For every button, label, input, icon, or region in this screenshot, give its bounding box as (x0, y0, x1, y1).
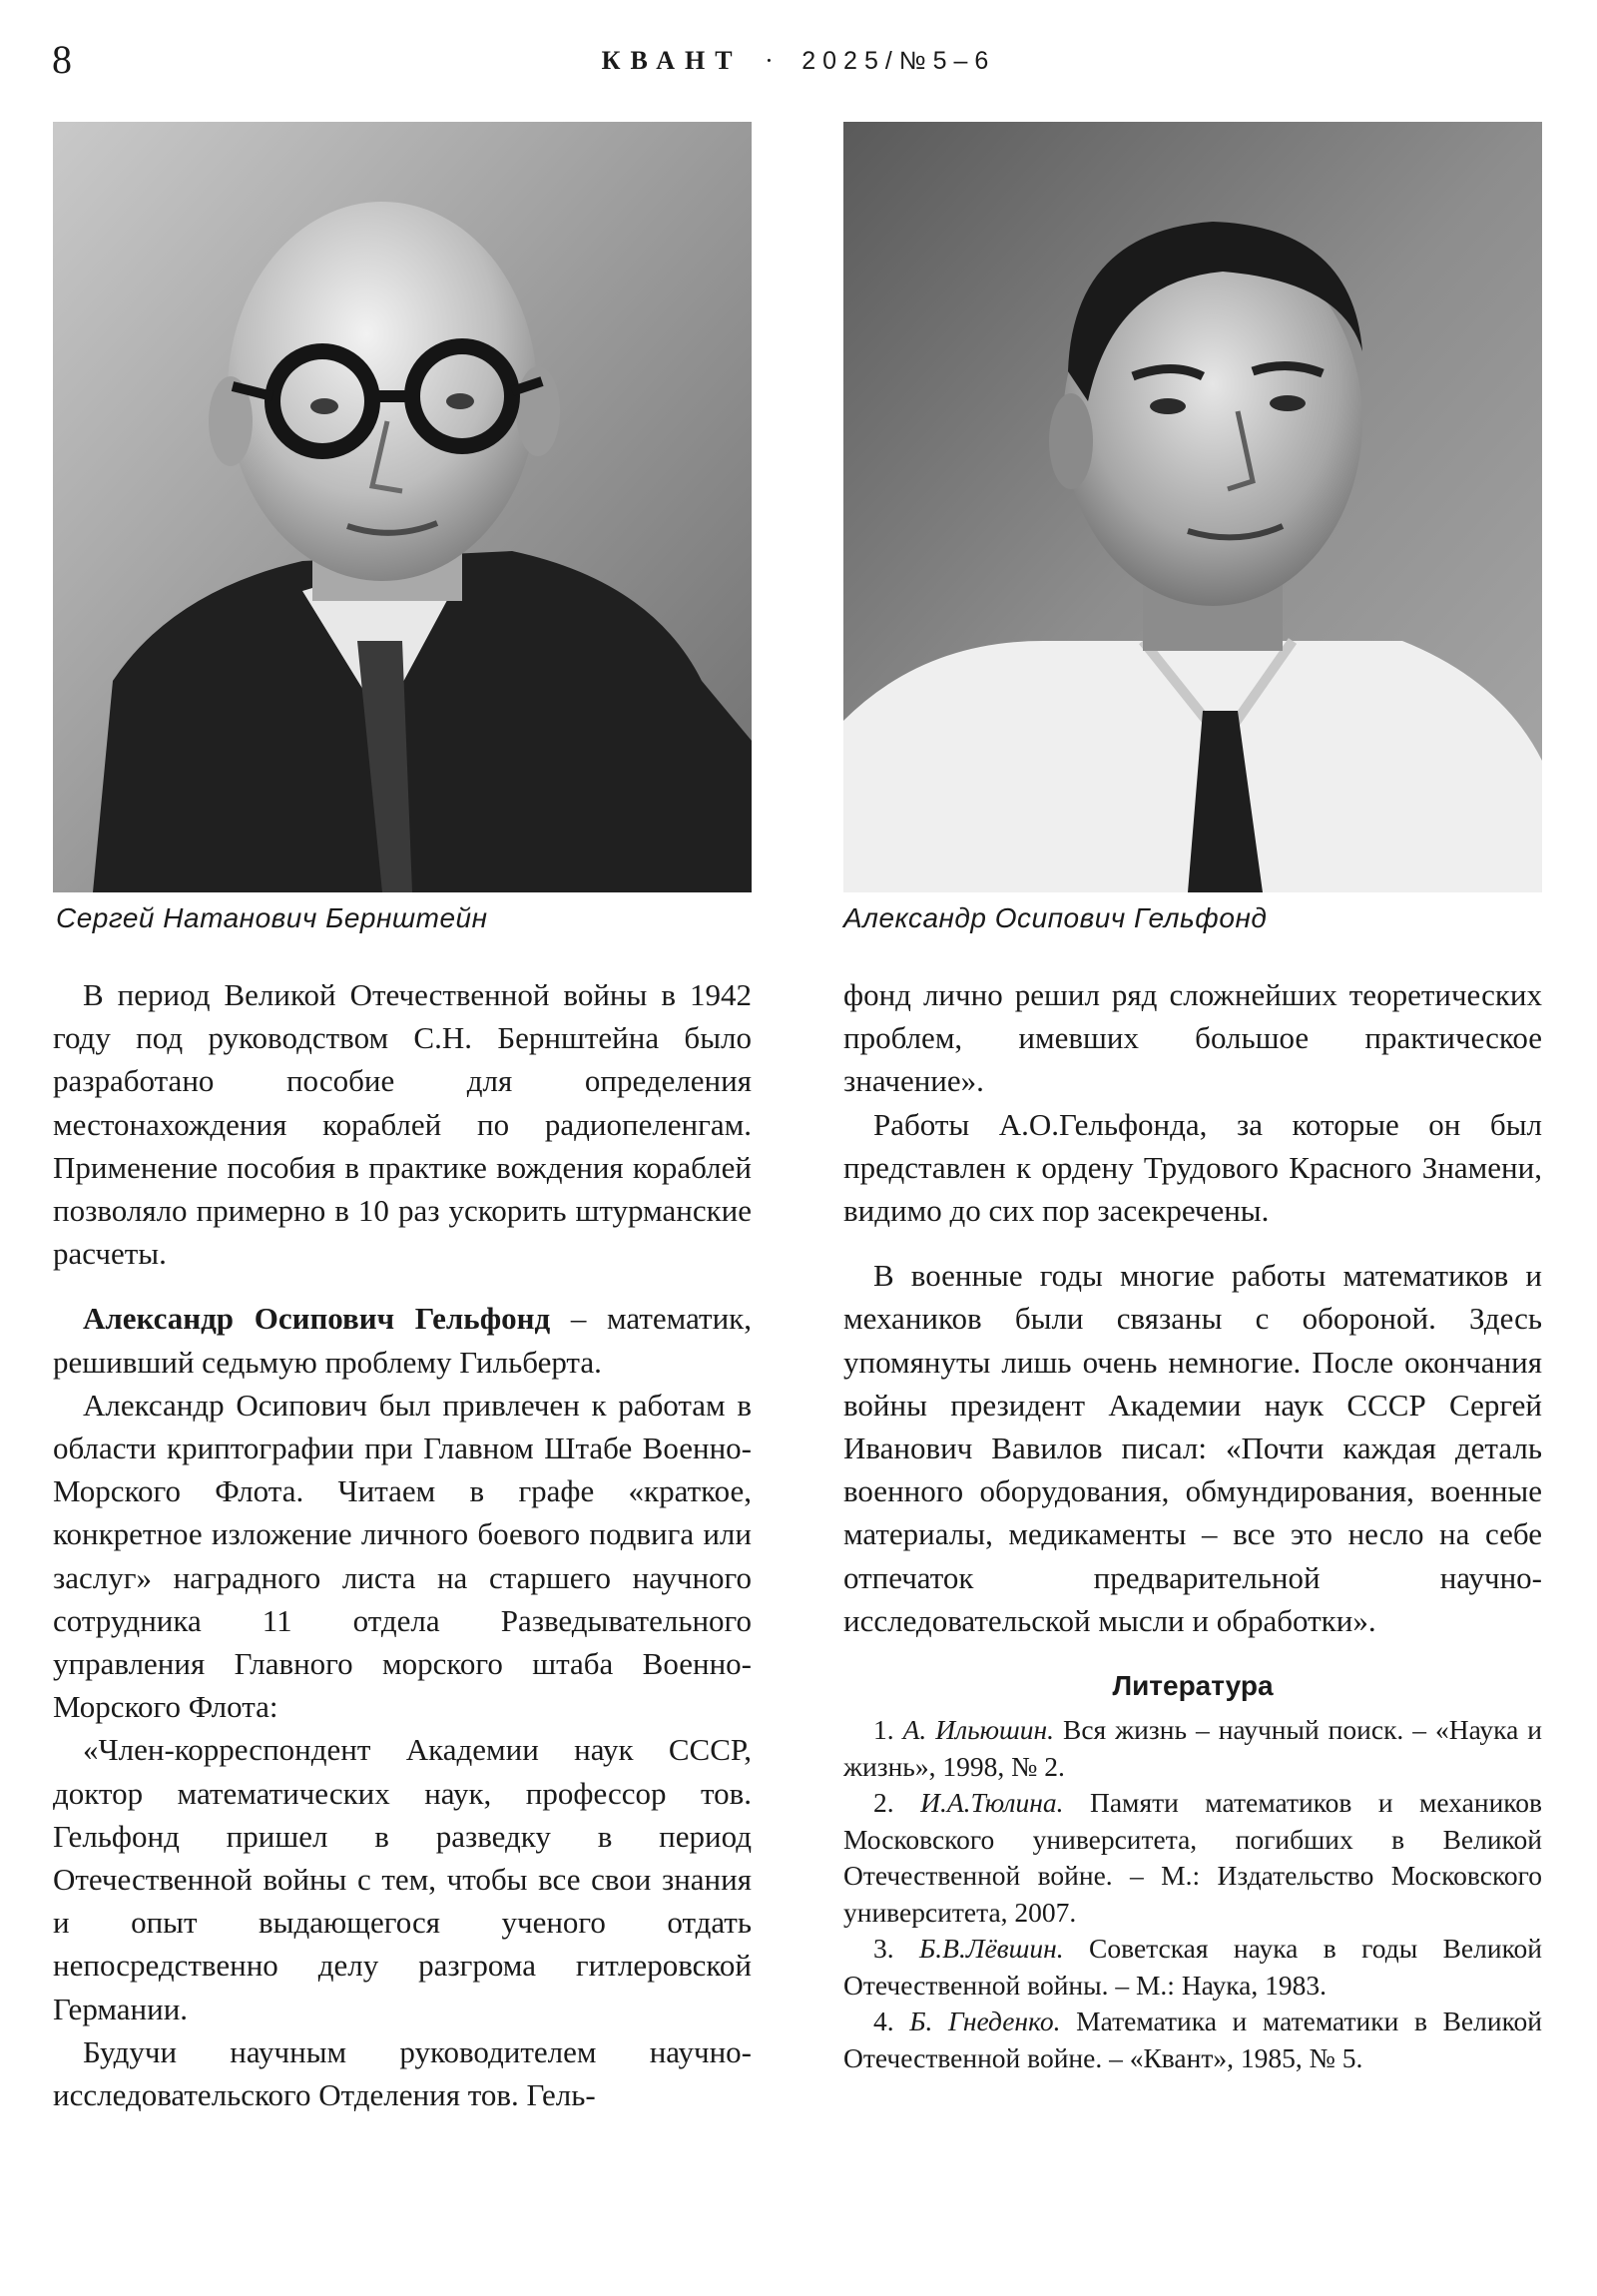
portrait-gelfond-image (843, 122, 1542, 892)
paragraph-quote: «Член-корреспондент Академии наук СССР, доктор математических наук, профессор тов. Гельфонд пришел в разведку в период Отечественной войны с тем, чтобы все свои знания и опыт выдающегося ученого отдать непосредственно делу разгрома гитлеровской Германии. (53, 1732, 752, 2026)
paragraph: В период Великой Отечественной войны в 1942 году под руководством С.Н. Бернштейна было разработано пособие для определения местонахождения кораблей по радиопеленгам. Применение пособия в практике вождения кораблей позволяло примерно в 10 раз ускорить штурманские расчеты. (53, 977, 752, 1272)
literature-item-number: 2. (873, 1787, 921, 1819)
photo-caption-gelfond: Александр Осипович Гельфонд (843, 902, 1268, 933)
issue-number: 2025/№5–6 (801, 47, 996, 75)
literature-item (843, 2004, 1542, 2076)
literature-item-author: Б.В.Лёвшин. (919, 1933, 1064, 1965)
literature-item (843, 1785, 1542, 1931)
literature-item-author: А. Ильюшин. (902, 1714, 1055, 1746)
literature-item-text: Памяти математиков и механиков Московского университета, погибших в Великой Отечественной войне. – М.: Издательство Московского университета, 2007. (843, 1787, 1542, 1928)
literature-item-author: И.А.Тюлина. (920, 1787, 1064, 1819)
person-name-gelfond: Александр Осипович Гельфонд (83, 1301, 551, 1337)
paragraph: Работы А.О.Гельфонда, за которые он был представлен к ордену Трудового Красного Знамени, видимо до сих пор засекречены. (843, 1106, 1542, 1229)
article-column-right (843, 973, 1542, 2076)
literature-list (843, 1712, 1542, 2076)
paragraph-gelfond-intro (53, 1297, 752, 1383)
page-number: 8 (52, 37, 72, 82)
portrait-bernstein-image (53, 122, 752, 892)
paragraph: В военные годы многие работы математиков и механиков были связаны с обороной. Здесь упомянуты лишь очень немногие. После окончания войны президент Академии наук СССР Сергей Иванович Вавилов писал: «Почти каждая деталь военного оборудования, обмундирования, военные материалы, медикаменты – все это несло на себе отпечаток предварительной научно-исследовательской мысли и обработки». (843, 1258, 1542, 1638)
paragraph: Будучи научным руководителем научно-исследовательского Отделения тов. Гель- (53, 2033, 752, 2113)
literature-item-text: Вся жизнь – научный поиск. – «Наука и жизнь», 1998, № 2. (843, 1714, 1542, 1782)
header-separator: · (765, 46, 780, 75)
literature-item-number: 4. (873, 2006, 910, 2037)
magazine-title: КВАНТ (601, 46, 743, 75)
portrait-photo-bernstein (53, 122, 752, 892)
literature-item (843, 1931, 1542, 2004)
literature-item (843, 1712, 1542, 1785)
running-head (0, 48, 1597, 74)
article-column-left (53, 973, 752, 2116)
portrait-photo-gelfond (843, 122, 1542, 892)
literature-item-text: Советская наука в годы Великой Отечественной войны. – М.: Наука, 1983. (843, 1933, 1542, 2001)
literature-item-number: 3. (873, 1933, 920, 1965)
literature-item-author: Б. Гнеденко. (909, 2006, 1061, 2037)
paragraph: Александр Осипович был привлечен к работам в области криптографии при Главном Штабе Военно-Морского Флота. Читаем в графе «краткое, конкретное изложение личного боевого подвига или заслуг» наградного листа на старшего научного сотрудника 11 отдела Разведывательного управления Главного морского штаба Военно-Морского Флота: (53, 1387, 752, 1725)
photo-caption-bernstein: Сергей Натанович Бернштейн (56, 902, 488, 933)
paragraph-text: – математик, решивший седьмую проблему Гильберта. (53, 1301, 752, 1380)
paragraph-continued: фонд лично решил ряд сложнейших теоретических проблем, имевших большое практическое значение». (843, 977, 1542, 1099)
literature-item-text: Математика и математики в Великой Отечественной войне. – «Квант», 1985, № 5. (843, 2006, 1542, 2073)
literature-heading: Литература (1112, 1670, 1274, 1702)
literature-item-number: 1. (873, 1714, 903, 1746)
